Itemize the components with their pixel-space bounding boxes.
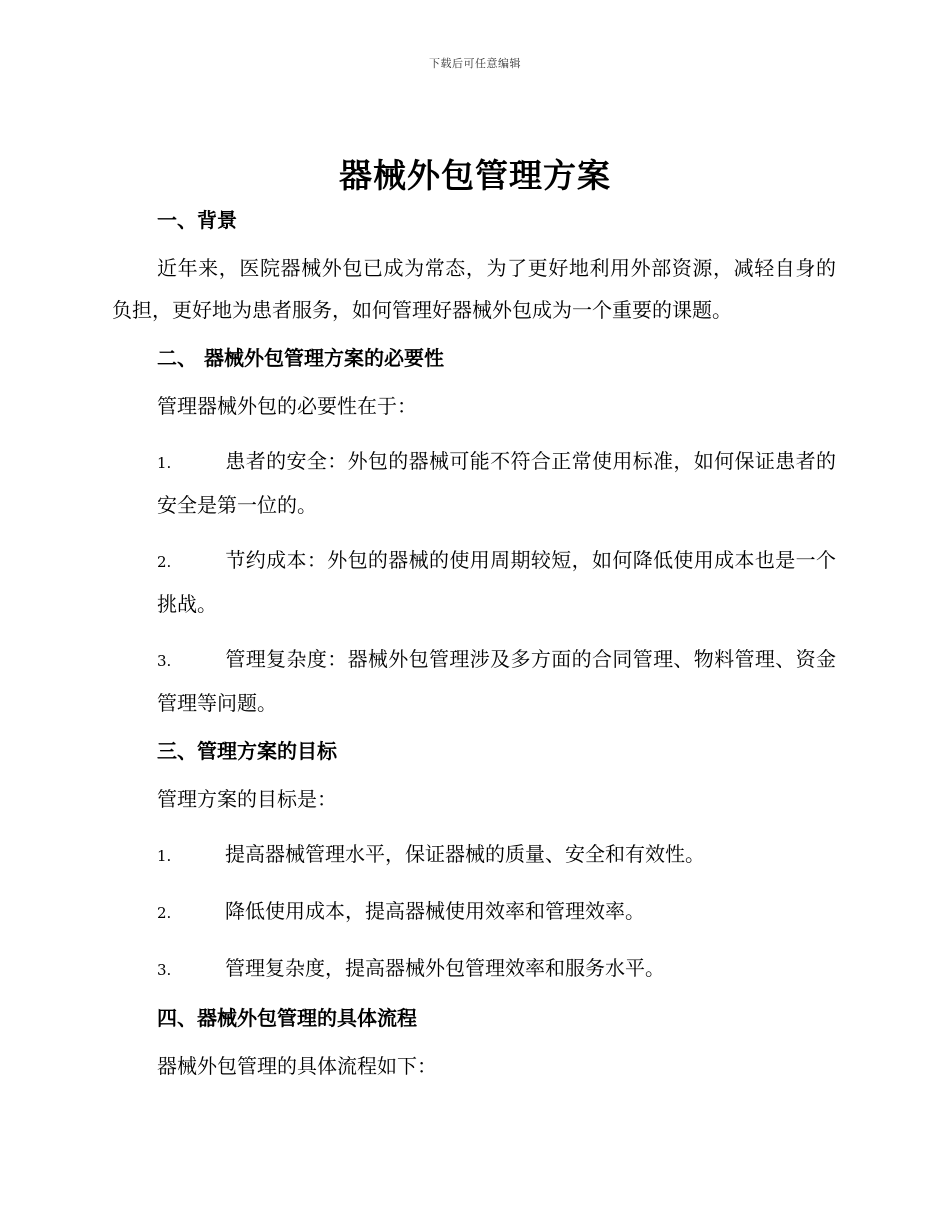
list-text: 管理复杂度：器械外包管理涉及多方面的合同管理、物料管理、资金管理等问题。 <box>157 647 836 715</box>
section-process <box>112 1001 836 1087</box>
list-text: 管理复杂度，提高器械外包管理效率和服务水平。 <box>225 956 665 980</box>
section-heading: 二、 器械外包管理方案的必要性 <box>157 346 444 370</box>
list-item <box>112 539 836 625</box>
section-heading: 四、器械外包管理的具体流程 <box>157 1006 417 1030</box>
list-number: 1. <box>157 847 172 865</box>
list-number: 3. <box>157 652 172 670</box>
section-background <box>112 203 836 331</box>
section-heading: 一、背景 <box>157 208 237 232</box>
list-item <box>112 440 836 526</box>
list-number: 3. <box>157 961 172 979</box>
list-text: 患者的安全：外包的器械可能不符合正常使用标准，如何保证患者的安全是第一位的。 <box>157 449 836 517</box>
list-text: 降低使用成本，提高器械使用效率和管理效率。 <box>225 899 645 923</box>
section-intro: 器械外包管理的具体流程如下： <box>157 1054 437 1078</box>
header-note: 下载后可任意编辑 <box>429 57 521 70</box>
document-title: 器械外包管理方案 <box>339 156 611 195</box>
section-intro: 管理器械外包的必要性在于： <box>157 394 417 418</box>
list-text: 提高器械管理水平，保证器械的质量、安全和有效性。 <box>225 842 705 866</box>
list-number: 2. <box>157 553 172 571</box>
list-item <box>112 947 836 991</box>
section-heading: 三、管理方案的目标 <box>157 739 337 763</box>
list-text: 节约成本：外包的器械的使用周期较短，如何降低使用成本也是一个挑战。 <box>157 548 836 616</box>
list-item <box>112 890 836 934</box>
section-goals <box>112 734 836 991</box>
document-body <box>112 203 836 1087</box>
paragraph: 近年来，医院器械外包已成为常态，为了更好地利用外部资源，减轻自身的负担，更好地为患者服务，如何管理好器械外包成为一个重要的课题。 <box>112 256 836 322</box>
list-number: 1. <box>157 454 172 472</box>
section-necessity <box>112 341 836 724</box>
list-number: 2. <box>157 904 172 922</box>
section-intro: 管理方案的目标是： <box>157 787 337 811</box>
list-item <box>112 638 836 724</box>
list-item <box>112 833 836 877</box>
